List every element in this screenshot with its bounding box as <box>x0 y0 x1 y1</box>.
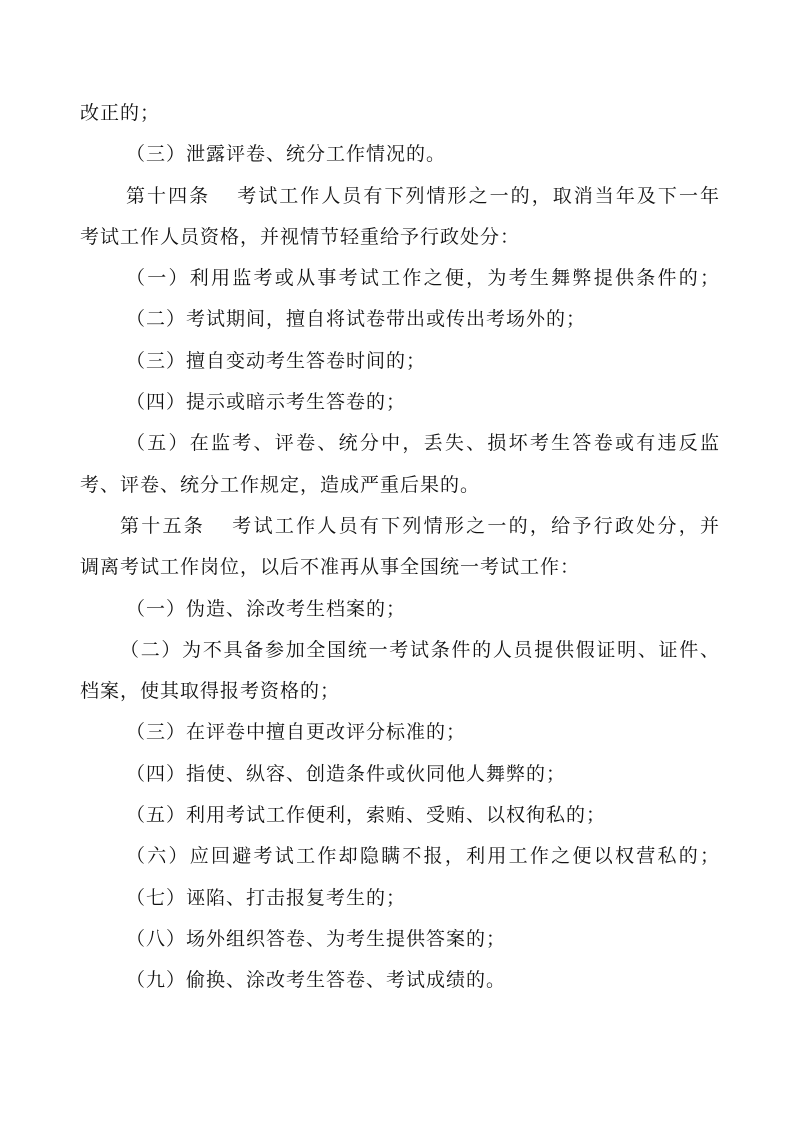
line-text: （六）应回避考试工作却隐瞒不报，利用工作之便以权营私的； <box>126 845 720 868</box>
line-text: （九）偷换、涂改考生答卷、考试成绩的。 <box>126 969 507 992</box>
article-heading-line <box>80 176 720 217</box>
line-text: （八）场外组织答卷、为考生提供答案的； <box>126 927 507 950</box>
text-line <box>80 836 720 877</box>
line-text: （三）泄露评卷、统分工作情况的。 <box>126 143 447 166</box>
article-number: 第十五条 <box>120 514 206 537</box>
line-text: 档案，使其取得报考资格的； <box>80 680 341 703</box>
text-line <box>80 93 720 134</box>
line-text: （四）指使、纵容、创造条件或伙同他人舞弊的； <box>126 762 567 785</box>
line-text: （七）诬陷、打击报复考生的； <box>126 886 407 909</box>
text-line <box>80 423 720 464</box>
line-text: 考、评卷、统分工作规定，造成严重后果的。 <box>80 473 481 496</box>
line-text: （四）提示或暗示考生答卷的； <box>126 391 407 414</box>
text-line <box>80 671 720 712</box>
document-body <box>80 93 720 1002</box>
text-line <box>80 134 720 175</box>
text-line <box>80 630 720 671</box>
line-text: 考试工作人员资格，并视情节轻重给予行政处分： <box>80 225 521 248</box>
line-text: （二）为不具备参加全国统一考试条件的人员提供假证明、证件、 <box>120 638 720 661</box>
text-line <box>80 712 720 753</box>
text-line <box>80 547 720 588</box>
text-line <box>80 465 720 506</box>
line-text: （一）利用监考或从事考试工作之便，为考生舞弊提供条件的； <box>126 267 720 290</box>
line-text: （三）在评卷中擅自更改评分标准的； <box>126 721 467 744</box>
text-line <box>80 878 720 919</box>
line-text: （五）在监考、评卷、统分中，丢失、损坏考生答卷或有违反监 <box>126 432 720 455</box>
line-text: （一）伪造、涂改考生档案的； <box>126 597 407 620</box>
text-line <box>80 382 720 423</box>
line-text: 改正的； <box>80 102 161 124</box>
text-line <box>80 960 720 1001</box>
line-text: 考试工作人员有下列情形之一的，给予行政处分，并 <box>231 514 720 537</box>
line-text: （二）考试期间，擅自将试卷带出或传出考场外的； <box>126 308 587 331</box>
line-text: （三）擅自变动考生答卷时间的； <box>126 349 427 372</box>
line-text: 调离考试工作岗位，以后不准再从事全国统一考试工作： <box>80 556 581 579</box>
text-line <box>80 341 720 382</box>
text-line <box>80 919 720 960</box>
text-line <box>80 754 720 795</box>
text-line <box>80 589 720 630</box>
line-text: 考试工作人员有下列情形之一的，取消当年及下一年 <box>236 184 720 207</box>
text-line <box>80 299 720 340</box>
text-line <box>80 258 720 299</box>
article-heading-line <box>80 506 720 547</box>
text-line <box>80 217 720 258</box>
text-line <box>80 795 720 836</box>
line-text: （五）利用考试工作便利，索贿、受贿、以权徇私的； <box>126 804 607 827</box>
article-number: 第十四条 <box>126 184 211 207</box>
